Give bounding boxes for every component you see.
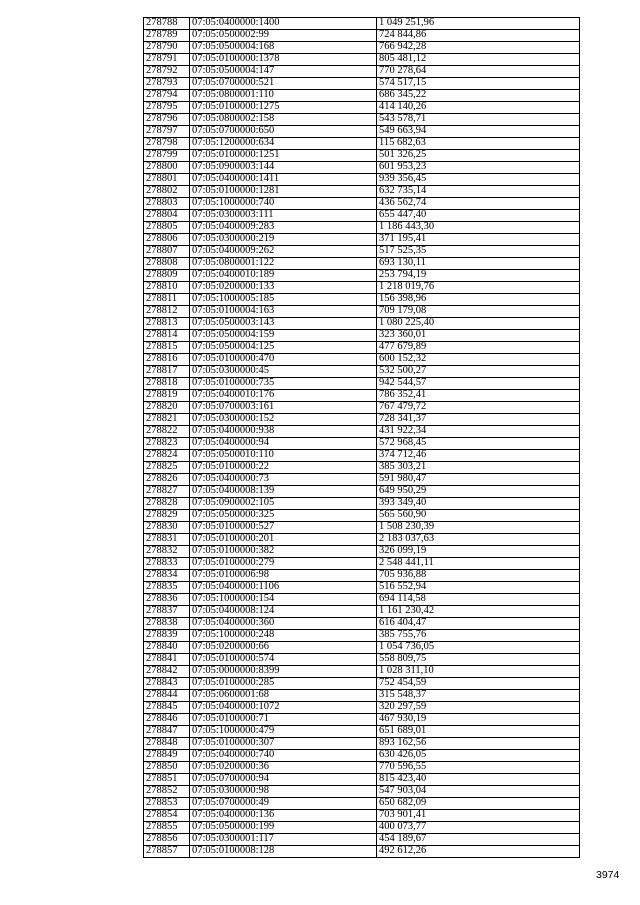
cadastral-number-cell: 07:05:0400000:94	[190, 438, 377, 450]
cadastral-value-cell: 694 114,58	[377, 594, 580, 606]
table-row	[144, 294, 580, 306]
row-number-cell: 278857	[144, 846, 190, 858]
row-number-cell: 278852	[144, 786, 190, 798]
row-number-cell: 278835	[144, 582, 190, 594]
row-number-cell: 278814	[144, 330, 190, 342]
cadastral-value-cell: 770 278,64	[377, 66, 580, 78]
table-row	[144, 258, 580, 270]
cadastral-number-cell: 07:05:0100000:382	[190, 546, 377, 558]
table-row	[144, 222, 580, 234]
cadastral-number-cell: 07:05:0200000:133	[190, 282, 377, 294]
cadastral-number-cell: 07:05:0500004:159	[190, 330, 377, 342]
cadastral-value-cell: 543 578,71	[377, 114, 580, 126]
cadastral-number-cell: 07:05:0800001:122	[190, 258, 377, 270]
cadastral-value-cell: 591 980,47	[377, 474, 580, 486]
row-number-cell: 278854	[144, 810, 190, 822]
row-number-cell: 278844	[144, 690, 190, 702]
row-number-cell: 278805	[144, 222, 190, 234]
cadastral-value-cell: 320 297,59	[377, 702, 580, 714]
cadastral-number-cell: 07:05:0100000:285	[190, 678, 377, 690]
table-row	[144, 378, 580, 390]
table-row	[144, 330, 580, 342]
cadastral-number-cell: 07:05:0500004:125	[190, 342, 377, 354]
cadastral-value-cell: 374 712,46	[377, 450, 580, 462]
cadastral-value-cell: 616 404,47	[377, 618, 580, 630]
cadastral-value-cell: 693 130,11	[377, 258, 580, 270]
row-number-cell: 278824	[144, 450, 190, 462]
row-number-cell: 278826	[144, 474, 190, 486]
row-number-cell: 278797	[144, 126, 190, 138]
cadastral-number-cell: 07:05:0400000:136	[190, 810, 377, 822]
cadastral-value-cell: 600 152,32	[377, 354, 580, 366]
cadastral-value-cell: 436 562,74	[377, 198, 580, 210]
cadastral-number-cell: 07:05:0500004:168	[190, 42, 377, 54]
table-row	[144, 78, 580, 90]
cadastral-value-cell: 630 426,05	[377, 750, 580, 762]
table-row	[144, 354, 580, 366]
cadastral-number-cell: 07:05:0100006:98	[190, 570, 377, 582]
table-row	[144, 582, 580, 594]
table-row	[144, 786, 580, 798]
cadastral-number-cell: 07:05:0000000:8399	[190, 666, 377, 678]
cadastral-number-cell: 07:05:0400000:1411	[190, 174, 377, 186]
cadastral-number-cell: 07:05:0200000:66	[190, 642, 377, 654]
row-number-cell: 278806	[144, 234, 190, 246]
table-row	[144, 630, 580, 642]
table-row	[144, 702, 580, 714]
cadastral-number-cell: 07:05:0100000:1281	[190, 186, 377, 198]
cadastral-value-cell: 632 735,14	[377, 186, 580, 198]
table-row	[144, 486, 580, 498]
table-row	[144, 126, 580, 138]
cadastral-value-cell: 1 218 019,76	[377, 282, 580, 294]
cadastral-value-cell: 1 028 311,10	[377, 666, 580, 678]
cadastral-number-cell: 07:05:0700003:161	[190, 402, 377, 414]
row-number-cell: 278843	[144, 678, 190, 690]
cadastral-number-cell: 07:05:0100000:279	[190, 558, 377, 570]
cadastral-value-cell: 431 922,34	[377, 426, 580, 438]
cadastral-value-cell: 2 183 037,63	[377, 534, 580, 546]
cadastral-value-cell: 942 544,57	[377, 378, 580, 390]
cadastral-value-cell: 724 844,86	[377, 30, 580, 42]
cadastral-number-cell: 07:05:0400008:139	[190, 486, 377, 498]
table-row	[144, 282, 580, 294]
cadastral-number-cell: 07:05:0700000:49	[190, 798, 377, 810]
cadastral-value-cell: 767 479,72	[377, 402, 580, 414]
cadastral-number-cell: 07:05:0100000:574	[190, 654, 377, 666]
table-row	[144, 498, 580, 510]
row-number-cell: 278808	[144, 258, 190, 270]
table-row	[144, 510, 580, 522]
row-number-cell: 278838	[144, 618, 190, 630]
cadastral-value-cell: 728 341,37	[377, 414, 580, 426]
table-row	[144, 54, 580, 66]
cadastral-value-cell: 655 447,40	[377, 210, 580, 222]
cadastral-value-cell: 253 794,19	[377, 270, 580, 282]
cadastral-number-cell: 07:05:0100000:1251	[190, 150, 377, 162]
cadastral-value-cell: 2 548 441,11	[377, 558, 580, 570]
cadastral-number-cell: 07:05:0500002:99	[190, 30, 377, 42]
cadastral-number-cell: 07:05:0800002:158	[190, 114, 377, 126]
row-number-cell: 278801	[144, 174, 190, 186]
table-row	[144, 306, 580, 318]
table-row	[144, 234, 580, 246]
table-row	[144, 102, 580, 114]
cadastral-value-cell: 385 755,76	[377, 630, 580, 642]
cadastral-number-cell: 07:05:0300003:111	[190, 210, 377, 222]
table-row	[144, 30, 580, 42]
cadastral-number-cell: 07:05:0100000:470	[190, 354, 377, 366]
row-number-cell: 278796	[144, 114, 190, 126]
table-row	[144, 714, 580, 726]
table-row	[144, 666, 580, 678]
cadastral-value-cell: 574 517,15	[377, 78, 580, 90]
row-number-cell: 278831	[144, 534, 190, 546]
row-number-cell: 278819	[144, 390, 190, 402]
table-row	[144, 150, 580, 162]
row-number-cell: 278837	[144, 606, 190, 618]
cadastral-number-cell: 07:05:0300000:219	[190, 234, 377, 246]
cadastral-value-cell: 651 689,01	[377, 726, 580, 738]
table-row	[144, 42, 580, 54]
cadastral-number-cell: 07:05:0500010:110	[190, 450, 377, 462]
cadastral-value-cell: 705 936,88	[377, 570, 580, 582]
cadastral-number-cell: 07:05:0400000:1072	[190, 702, 377, 714]
row-number-cell: 278836	[144, 594, 190, 606]
row-number-cell: 278816	[144, 354, 190, 366]
table-row	[144, 810, 580, 822]
cadastral-number-cell: 07:05:0500000:199	[190, 822, 377, 834]
cadastral-number-cell: 07:05:0100004:163	[190, 306, 377, 318]
row-number-cell: 278790	[144, 42, 190, 54]
table-row	[144, 246, 580, 258]
row-number-cell: 278804	[144, 210, 190, 222]
row-number-cell: 278833	[144, 558, 190, 570]
cadastral-value-cell: 893 162,56	[377, 738, 580, 750]
cadastral-value-cell: 703 901,41	[377, 810, 580, 822]
table-row	[144, 726, 580, 738]
cadastral-value-cell: 393 349,40	[377, 498, 580, 510]
row-number-cell: 278855	[144, 822, 190, 834]
table-row	[144, 750, 580, 762]
row-number-cell: 278823	[144, 438, 190, 450]
cadastral-value-cell: 1 049 251,96	[377, 18, 580, 30]
table-row	[144, 606, 580, 618]
cadastral-number-cell: 07:05:0500000:325	[190, 510, 377, 522]
cadastral-number-cell: 07:05:0400010:189	[190, 270, 377, 282]
cadastral-value-cell: 786 352,41	[377, 390, 580, 402]
cadastral-value-cell: 156 398,96	[377, 294, 580, 306]
row-number-cell: 278849	[144, 750, 190, 762]
row-number-cell: 278807	[144, 246, 190, 258]
cadastral-number-cell: 07:05:0600001:68	[190, 690, 377, 702]
cadastral-value-cell: 532 500,27	[377, 366, 580, 378]
row-number-cell: 278847	[144, 726, 190, 738]
cadastral-number-cell: 07:05:0100000:71	[190, 714, 377, 726]
cadastral-value-cell: 709 179,08	[377, 306, 580, 318]
cadastral-value-cell: 454 189,67	[377, 834, 580, 846]
cadastral-number-cell: 07:05:1200000:634	[190, 138, 377, 150]
table-row	[144, 426, 580, 438]
table-row	[144, 474, 580, 486]
cadastral-number-cell: 07:05:0400000:73	[190, 474, 377, 486]
cadastral-value-cell: 650 682,09	[377, 798, 580, 810]
cadastral-number-cell: 07:05:0400009:262	[190, 246, 377, 258]
row-number-cell: 278846	[144, 714, 190, 726]
cadastral-value-cell: 326 099,19	[377, 546, 580, 558]
table-row	[144, 522, 580, 534]
row-number-cell: 278821	[144, 414, 190, 426]
cadastral-number-cell: 07:05:0100000:22	[190, 462, 377, 474]
cadastral-value-cell: 371 195,41	[377, 234, 580, 246]
row-number-cell: 278793	[144, 78, 190, 90]
row-number-cell: 278832	[144, 546, 190, 558]
cadastral-value-cell: 323 360,01	[377, 330, 580, 342]
cadastral-value-cell: 547 903,04	[377, 786, 580, 798]
row-number-cell: 278820	[144, 402, 190, 414]
cadastral-value-cell: 766 942,28	[377, 42, 580, 54]
table-row	[144, 774, 580, 786]
cadastral-value-cell: 414 140,26	[377, 102, 580, 114]
cadastral-number-cell: 07:05:0100000:201	[190, 534, 377, 546]
row-number-cell: 278818	[144, 378, 190, 390]
cadastral-number-cell: 07:05:0300000:152	[190, 414, 377, 426]
table-row	[144, 90, 580, 102]
cadastral-value-table	[143, 17, 580, 858]
table-row	[144, 546, 580, 558]
row-number-cell: 278809	[144, 270, 190, 282]
cadastral-number-cell: 07:05:0800001:110	[190, 90, 377, 102]
table-row	[144, 618, 580, 630]
cadastral-number-cell: 07:05:0200000:36	[190, 762, 377, 774]
row-number-cell: 278851	[144, 774, 190, 786]
table-row	[144, 174, 580, 186]
table-row	[144, 798, 580, 810]
table-row	[144, 678, 580, 690]
cadastral-value-cell: 385 303,21	[377, 462, 580, 474]
table-row	[144, 654, 580, 666]
table-row	[144, 462, 580, 474]
cadastral-number-cell: 07:05:1000000:740	[190, 198, 377, 210]
cadastral-value-cell: 315 548,37	[377, 690, 580, 702]
cadastral-value-cell: 939 356,45	[377, 174, 580, 186]
row-number-cell: 278791	[144, 54, 190, 66]
cadastral-value-cell: 1 054 736,05	[377, 642, 580, 654]
row-number-cell: 278827	[144, 486, 190, 498]
table-row	[144, 846, 580, 858]
cadastral-number-cell: 07:05:0400010:176	[190, 390, 377, 402]
row-number-cell: 278798	[144, 138, 190, 150]
table-body	[144, 18, 580, 858]
cadastral-value-cell: 467 930,19	[377, 714, 580, 726]
cadastral-value-cell: 516 552,94	[377, 582, 580, 594]
cadastral-number-cell: 07:05:0300000:98	[190, 786, 377, 798]
row-number-cell: 278848	[144, 738, 190, 750]
cadastral-value-cell: 770 596,55	[377, 762, 580, 774]
row-number-cell: 278825	[144, 462, 190, 474]
table-row	[144, 114, 580, 126]
cadastral-number-cell: 07:05:0100008:128	[190, 846, 377, 858]
cadastral-number-cell: 07:05:0700000:521	[190, 78, 377, 90]
row-number-cell: 278794	[144, 90, 190, 102]
cadastral-value-cell: 501 326,25	[377, 150, 580, 162]
table-row	[144, 390, 580, 402]
cadastral-number-cell: 07:05:0100000:527	[190, 522, 377, 534]
table-row	[144, 18, 580, 30]
table-row	[144, 366, 580, 378]
cadastral-number-cell: 07:05:1000005:185	[190, 294, 377, 306]
cadastral-value-cell: 477 679,89	[377, 342, 580, 354]
table-row	[144, 438, 580, 450]
cadastral-value-cell: 1 508 230,39	[377, 522, 580, 534]
cadastral-number-cell: 07:05:0400008:124	[190, 606, 377, 618]
cadastral-number-cell: 07:05:0400000:740	[190, 750, 377, 762]
row-number-cell: 278822	[144, 426, 190, 438]
row-number-cell: 278813	[144, 318, 190, 330]
cadastral-value-cell: 815 423,40	[377, 774, 580, 786]
row-number-cell: 278853	[144, 798, 190, 810]
cadastral-value-cell: 492 612,26	[377, 846, 580, 858]
table-row	[144, 270, 580, 282]
cadastral-number-cell: 07:05:0400000:938	[190, 426, 377, 438]
table-row	[144, 450, 580, 462]
cadastral-value-cell: 1 161 230,42	[377, 606, 580, 618]
cadastral-number-cell: 07:05:0700000:94	[190, 774, 377, 786]
table-row	[144, 738, 580, 750]
table-row	[144, 162, 580, 174]
table-row	[144, 66, 580, 78]
cadastral-number-cell: 07:05:0400000:360	[190, 618, 377, 630]
row-number-cell: 278841	[144, 654, 190, 666]
cadastral-value-cell: 115 682,63	[377, 138, 580, 150]
row-number-cell: 278830	[144, 522, 190, 534]
cadastral-number-cell: 07:05:0400000:1106	[190, 582, 377, 594]
cadastral-number-cell: 07:05:0100000:1275	[190, 102, 377, 114]
row-number-cell: 278810	[144, 282, 190, 294]
table-row	[144, 414, 580, 426]
cadastral-value-cell: 558 809,75	[377, 654, 580, 666]
row-number-cell: 278800	[144, 162, 190, 174]
table-row	[144, 558, 580, 570]
cadastral-value-cell: 1 186 443,30	[377, 222, 580, 234]
cadastral-number-cell: 07:05:1000000:248	[190, 630, 377, 642]
row-number-cell: 278840	[144, 642, 190, 654]
row-number-cell: 278817	[144, 366, 190, 378]
cadastral-number-cell: 07:05:1000000:479	[190, 726, 377, 738]
row-number-cell: 278829	[144, 510, 190, 522]
table-row	[144, 690, 580, 702]
table-row	[144, 210, 580, 222]
table-row	[144, 186, 580, 198]
cadastral-number-cell: 07:05:0400009:283	[190, 222, 377, 234]
cadastral-value-cell: 686 345,22	[377, 90, 580, 102]
page-number: 3974	[596, 869, 620, 881]
cadastral-number-cell: 07:05:0400000:1400	[190, 18, 377, 30]
cadastral-number-cell: 07:05:0900002:105	[190, 498, 377, 510]
row-number-cell: 278842	[144, 666, 190, 678]
row-number-cell: 278815	[144, 342, 190, 354]
cadastral-value-cell: 572 968,45	[377, 438, 580, 450]
table-row	[144, 402, 580, 414]
cadastral-number-cell: 07:05:0300000:45	[190, 366, 377, 378]
row-number-cell: 278799	[144, 150, 190, 162]
cadastral-number-cell: 07:05:0500004:147	[190, 66, 377, 78]
row-number-cell: 278828	[144, 498, 190, 510]
cadastral-value-cell: 400 073,77	[377, 822, 580, 834]
row-number-cell: 278834	[144, 570, 190, 582]
cadastral-number-cell: 07:05:0100000:1378	[190, 54, 377, 66]
cadastral-value-cell: 752 454,59	[377, 678, 580, 690]
cadastral-value-cell: 649 950,29	[377, 486, 580, 498]
cadastral-number-cell: 07:05:0700000:650	[190, 126, 377, 138]
cadastral-number-cell: 07:05:0500003:143	[190, 318, 377, 330]
table-row	[144, 762, 580, 774]
cadastral-value-cell: 565 560,90	[377, 510, 580, 522]
table-row	[144, 834, 580, 846]
cadastral-number-cell: 07:05:0100000:307	[190, 738, 377, 750]
cadastral-number-cell: 07:05:0300001:117	[190, 834, 377, 846]
row-number-cell: 278812	[144, 306, 190, 318]
row-number-cell: 278789	[144, 30, 190, 42]
row-number-cell: 278795	[144, 102, 190, 114]
cadastral-value-cell: 517 525,35	[377, 246, 580, 258]
cadastral-number-cell: 07:05:1000000:154	[190, 594, 377, 606]
table-row	[144, 594, 580, 606]
row-number-cell: 278788	[144, 18, 190, 30]
row-number-cell: 278839	[144, 630, 190, 642]
table-row	[144, 822, 580, 834]
table-row	[144, 642, 580, 654]
row-number-cell: 278802	[144, 186, 190, 198]
table-row	[144, 342, 580, 354]
cadastral-value-cell: 1 080 225,40	[377, 318, 580, 330]
row-number-cell: 278850	[144, 762, 190, 774]
cadastral-value-cell: 601 953,23	[377, 162, 580, 174]
cadastral-value-cell: 549 663,94	[377, 126, 580, 138]
table-row	[144, 534, 580, 546]
cadastral-number-cell: 07:05:0900003:144	[190, 162, 377, 174]
row-number-cell: 278792	[144, 66, 190, 78]
row-number-cell: 278811	[144, 294, 190, 306]
table-row	[144, 570, 580, 582]
cadastral-value-cell: 805 481,12	[377, 54, 580, 66]
table-row	[144, 198, 580, 210]
cadastral-number-cell: 07:05:0100000:735	[190, 378, 377, 390]
table-row	[144, 138, 580, 150]
table-row	[144, 318, 580, 330]
row-number-cell: 278856	[144, 834, 190, 846]
row-number-cell: 278803	[144, 198, 190, 210]
row-number-cell: 278845	[144, 702, 190, 714]
